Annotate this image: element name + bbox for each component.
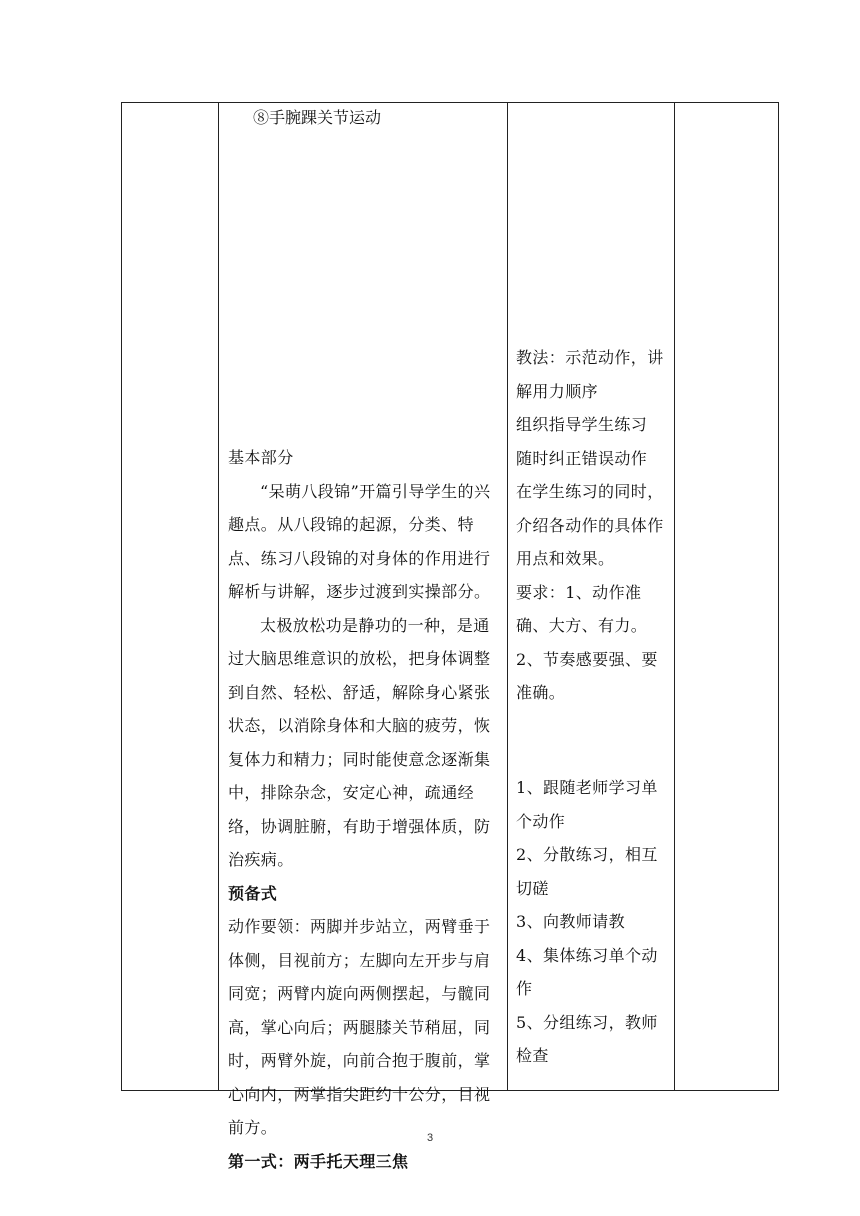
page-number: 3 <box>426 1132 434 1144</box>
lesson-plan-table <box>121 102 779 1171</box>
list-item: 3、向教师请教 <box>516 912 625 931</box>
organize-text: 组织指导学生练习 <box>516 415 648 434</box>
requirement-1: 要求：1、动作准确、大方、有力。 <box>516 582 648 635</box>
preparation-title: 预备式 <box>228 883 278 903</box>
top-item: ⑧手腕踝关节运动 <box>253 108 382 127</box>
introduce-text: 在学生练习的同时，介绍各动作的具体作用点和效果。 <box>516 482 664 568</box>
teaching-method: 教法：示范动作，讲解用力顺序 <box>516 348 664 401</box>
list-item: 2、分散练习，相互切磋 <box>516 845 658 898</box>
section-heading: 基本部分 <box>228 448 294 467</box>
preparation-text: 动作要领：两脚并步站立，两臂垂于体侧，目视前方；左脚向左开步与肩同宽；两臂内旋向两侧摆起，与髋同高，掌心向后；两腿膝关节稍屈，同时，两臂外旋，向前合抱于腹前，掌心向内，两掌指尖距约十公分，目视前方。 <box>228 917 491 1137</box>
list-item: 5、分组练习，教师检查 <box>516 1012 658 1065</box>
table-cell-content <box>219 103 508 1171</box>
requirement-2: 2、节奏感要强、要准确。 <box>516 649 658 702</box>
table-row <box>122 103 779 1091</box>
first-form-title: 第一式：两手托天理三焦 <box>228 1151 409 1171</box>
list-item: 4、集体练习单个动作 <box>516 945 658 998</box>
table-cell-col1 <box>122 103 219 1091</box>
table-cell-method <box>508 103 675 1091</box>
list-item: 1、跟随老师学习单个动作 <box>516 778 658 831</box>
table-cell-col4 <box>675 103 779 1091</box>
intro-paragraph: “呆萌八段锦”开篇引导学生的兴趣点。从八段锦的起源，分类、特点、练习八段锦的对身体的作用进行解析与讲解，逐步过渡到实操部分。 <box>228 481 491 601</box>
taiji-paragraph: 太极放松功是静功的一种，是通过大脑思维意识的放松，把身体调整到自然、轻松、舒适，解除身心紧张状态，以消除身体和大脑的疲劳，恢复体力和精力；同时能使意念逐渐集中，排除杂念，安定心神，疏通经络，协调脏腑，有助于增强体质，防治疾病。 <box>228 615 491 869</box>
correct-text: 随时纠正错误动作 <box>516 448 648 468</box>
